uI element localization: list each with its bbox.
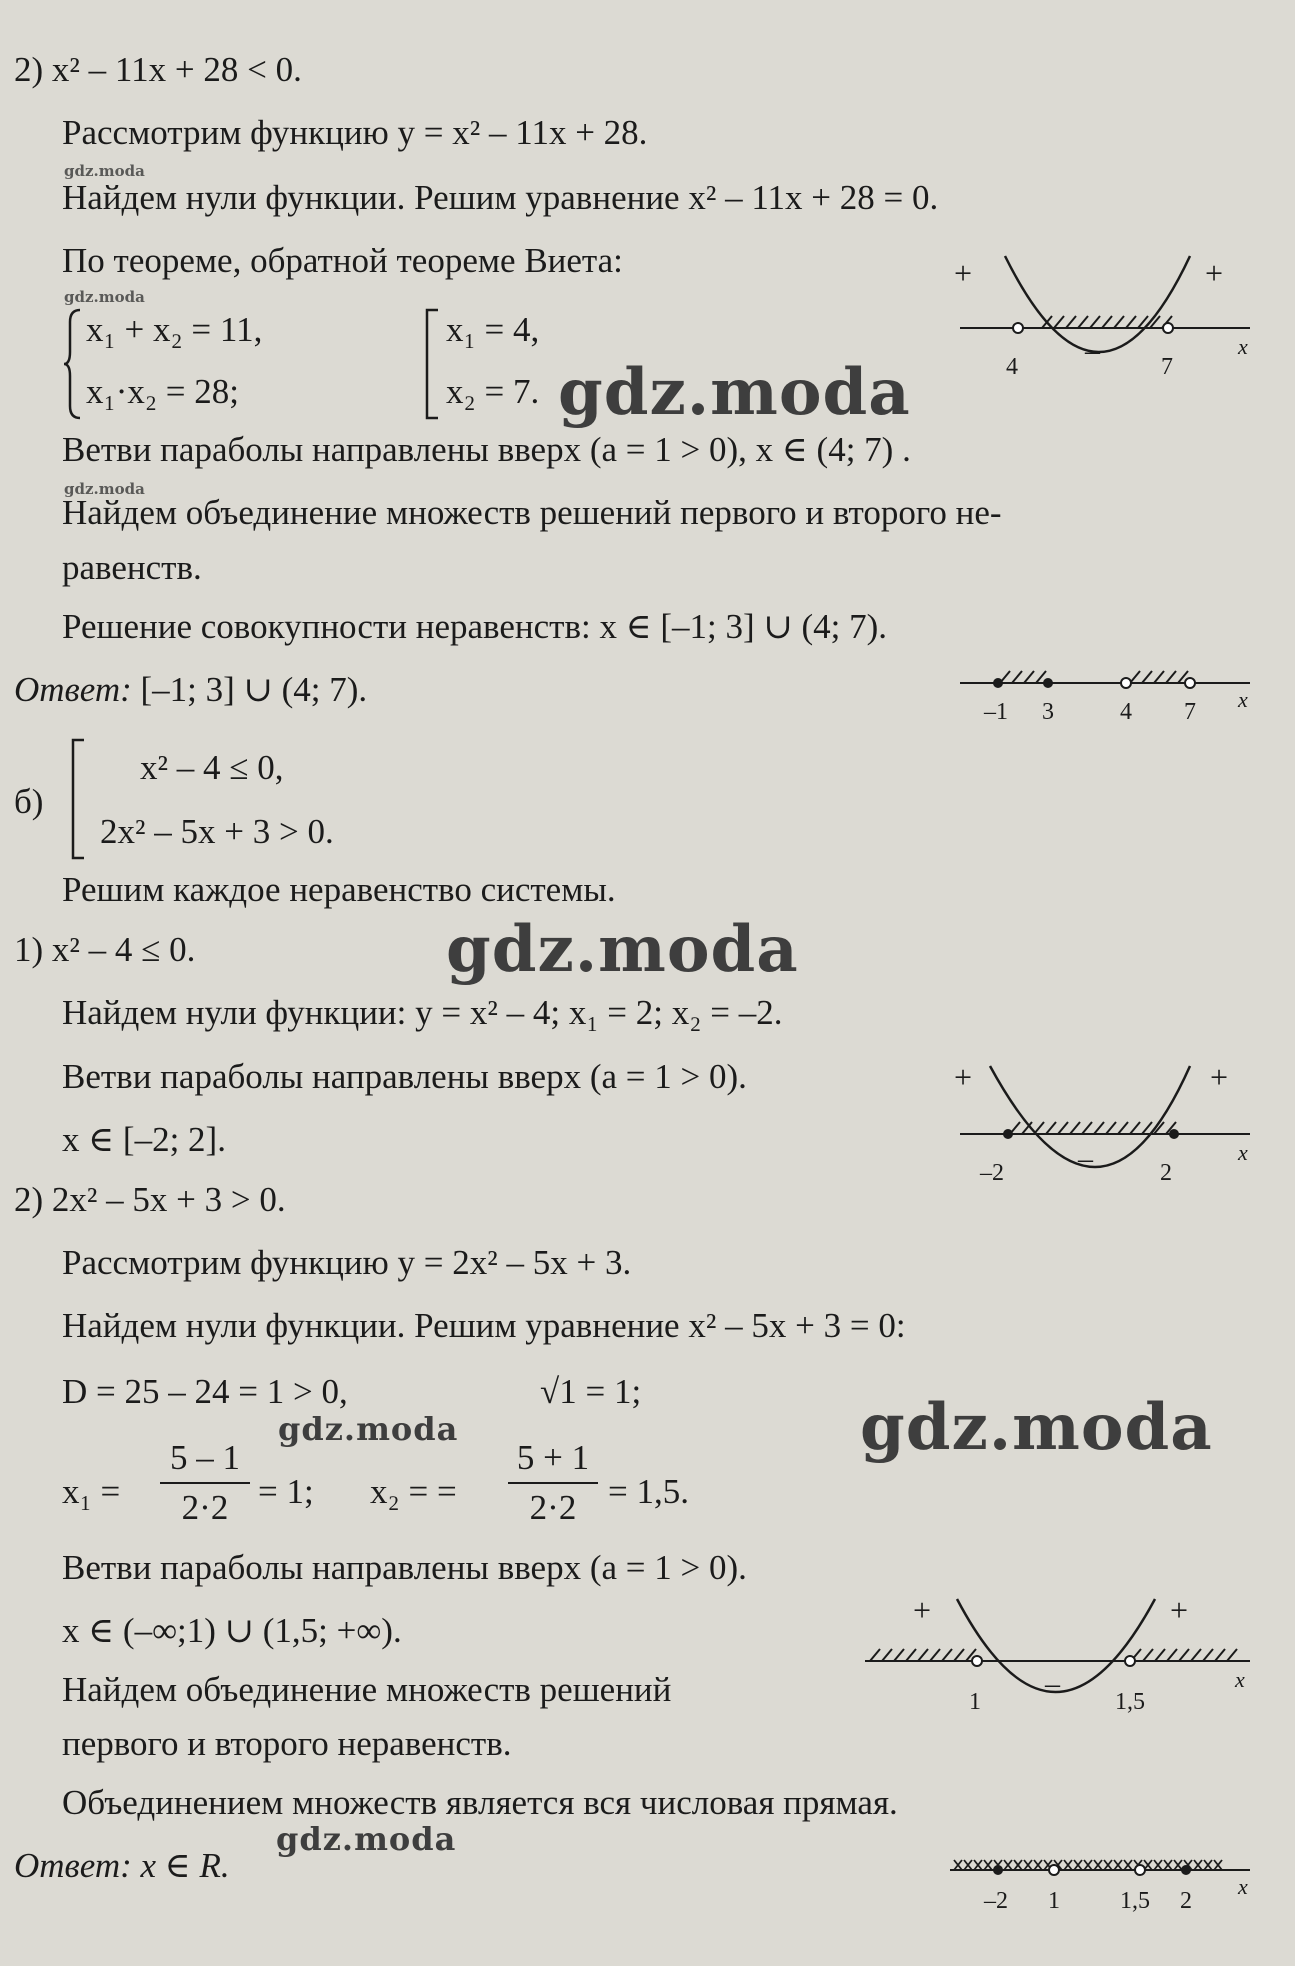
- b-zeros-1: Найдем нули функции: y = x² – 4; x₁ = 2; x₂ = –2.: [62, 993, 783, 1032]
- axis-label: x: [1238, 1874, 1248, 1899]
- closed-point: [993, 678, 1003, 688]
- part-b-label: б): [14, 782, 44, 821]
- b-item-2: 2) 2x² – 5x + 3 > 0.: [14, 1180, 286, 1219]
- number-line-2: [950, 1840, 1260, 1916]
- roots-bracket: [424, 308, 440, 420]
- minus-sign: –: [1078, 1142, 1093, 1175]
- open-point: [1013, 323, 1023, 333]
- open-point: [972, 1656, 982, 1666]
- fraction-bar: [508, 1482, 598, 1484]
- tick-label: –2: [984, 1888, 1008, 1914]
- vieta-product: x₁·x₂ = 28;: [86, 372, 240, 411]
- tick-label: 3: [1042, 699, 1054, 725]
- open-point: [1125, 1656, 1135, 1666]
- plus-sign: +: [954, 1059, 973, 1095]
- x2-result: = 1,5.: [608, 1472, 689, 1511]
- open-point: [1135, 1865, 1145, 1875]
- b-interval-2: x ∈ (–∞;1) ∪ (1,5; +∞).: [62, 1611, 402, 1650]
- union-line-1: Найдем объединение множеств решений первого и второго не-: [62, 493, 1002, 532]
- plus-sign: +: [1210, 1059, 1229, 1095]
- minus-sign: –: [1085, 334, 1100, 367]
- b-branches-2: Ветви параболы направлены вверх (a = 1 > 0).: [62, 1548, 747, 1587]
- sqrt-line: √1 = 1;: [540, 1372, 642, 1411]
- b-union-2: первого и второго неравенств.: [62, 1724, 512, 1763]
- open-point: [1185, 678, 1195, 688]
- x1-fraction: [160, 1438, 250, 1528]
- watermark: gdz.moda: [860, 1390, 1213, 1465]
- parabola-graph-1: [950, 248, 1260, 388]
- system-bracket-b: [70, 738, 86, 860]
- union-line-2: равенств.: [62, 548, 202, 587]
- denominator: 2·2: [529, 1488, 577, 1527]
- x2-prefix: x₂ = =: [370, 1472, 457, 1511]
- closed-point: [1181, 1865, 1191, 1875]
- item-2-heading: 2) x² – 11x + 28 < 0.: [14, 50, 302, 89]
- number-line-1: [950, 655, 1260, 725]
- answer-label: Ответ:: [14, 670, 132, 709]
- minus-sign: –: [1045, 1667, 1060, 1700]
- hatching: [870, 1649, 1237, 1661]
- answer-label: Ответ:: [14, 1846, 132, 1885]
- watermark: gdz.moda: [64, 480, 145, 498]
- axis-label: x: [1238, 1140, 1248, 1165]
- tick-label: 4: [1120, 699, 1132, 725]
- system-brace: [62, 308, 84, 420]
- vieta-line: По теореме, обратной теореме Виета:: [62, 241, 623, 280]
- parabola-graph-3: [865, 1592, 1260, 1735]
- solution-line: Решение совокупности неравенств: x ∈ [–1; 3] ∪ (4; 7).: [62, 607, 888, 646]
- closed-point: [1003, 1129, 1013, 1139]
- answer-a: [14, 670, 367, 710]
- b-consider-2: Рассмотрим функцию y = 2x² – 5x + 3.: [62, 1243, 632, 1282]
- root-x1: x₁ = 4,: [446, 310, 540, 349]
- open-point: [1049, 1865, 1059, 1875]
- b-union-result: Объединением множеств является вся числовая прямая.: [62, 1783, 898, 1822]
- numerator: 5 – 1: [170, 1438, 240, 1477]
- root-label: –2: [980, 1160, 1004, 1186]
- axis-label: x: [1238, 687, 1248, 712]
- x2-fraction: [508, 1438, 598, 1528]
- numerator: 5 + 1: [516, 1438, 590, 1477]
- watermark: gdz.moda: [446, 912, 799, 987]
- open-point: [1163, 323, 1173, 333]
- ineq-2: 2x² – 5x + 3 > 0.: [100, 812, 334, 851]
- open-point: [1121, 678, 1131, 688]
- x1-prefix: x₁ =: [62, 1472, 121, 1511]
- parabola-graph-2: [950, 1058, 1260, 1198]
- b-interval-1: x ∈ [–2; 2].: [62, 1120, 226, 1159]
- x1-result: = 1;: [258, 1472, 314, 1511]
- denominator: 2·2: [181, 1488, 229, 1527]
- find-zeros: Найдем нули функции. Решим уравнение x² – 11x + 28 = 0.: [62, 178, 939, 217]
- answer-value: x ∈ R.: [140, 1846, 230, 1885]
- answer-value: [–1; 3] ∪ (4; 7).: [140, 670, 368, 709]
- tick-label: 1,5: [1120, 1888, 1150, 1914]
- closed-point: [993, 1865, 1003, 1875]
- plus-sign: +: [913, 1592, 932, 1628]
- watermark: gdz.moda: [276, 1820, 457, 1858]
- root-label: 1,5: [1115, 1689, 1145, 1715]
- ineq-1: x² – 4 ≤ 0,: [140, 748, 284, 787]
- root-x2: x₂ = 7.: [446, 372, 540, 411]
- plus-sign: +: [1170, 1592, 1189, 1628]
- root-label: 7: [1161, 354, 1173, 380]
- watermark: gdz.moda: [278, 1410, 459, 1448]
- b-item-1: 1) x² – 4 ≤ 0.: [14, 930, 196, 969]
- answer-b: [14, 1846, 230, 1886]
- plus-sign: +: [954, 255, 973, 291]
- fraction-bar: [160, 1482, 250, 1484]
- axis-label: x: [1235, 1667, 1245, 1692]
- branches-line: Ветви параболы направлены вверх (a = 1 > 0), x ∈ (4; 7) .: [62, 430, 911, 469]
- b-zeros-2: Найдем нули функции. Решим уравнение x² – 5x + 3 = 0:: [62, 1306, 906, 1345]
- vieta-sum: x₁ + x₂ = 11,: [86, 310, 263, 349]
- consider-function: Рассмотрим функцию y = x² – 11x + 28.: [62, 113, 648, 152]
- root-label: 1: [969, 1689, 981, 1715]
- watermark: gdz.moda: [558, 355, 911, 430]
- watermark: gdz.moda: [64, 162, 145, 180]
- discriminant: D = 25 – 24 = 1 > 0,: [62, 1372, 348, 1411]
- tick-label: –1: [984, 699, 1008, 725]
- axis-label: x: [1238, 334, 1248, 359]
- watermark: gdz.moda: [64, 288, 145, 306]
- hatching: [1000, 671, 1188, 683]
- solve-each: Решим каждое неравенство системы.: [62, 870, 616, 909]
- plus-sign: +: [1205, 255, 1224, 291]
- closed-point: [1043, 678, 1053, 688]
- b-branches-1: Ветви параболы направлены вверх (a = 1 > 0).: [62, 1057, 747, 1096]
- tick-label: 1: [1048, 1888, 1060, 1914]
- closed-point: [1169, 1129, 1179, 1139]
- root-label: 4: [1006, 354, 1018, 380]
- b-union-1: Найдем объединение множеств решений: [62, 1670, 672, 1709]
- tick-label: 7: [1184, 699, 1196, 725]
- tick-label: 2: [1180, 1888, 1192, 1914]
- root-label: 2: [1160, 1160, 1172, 1186]
